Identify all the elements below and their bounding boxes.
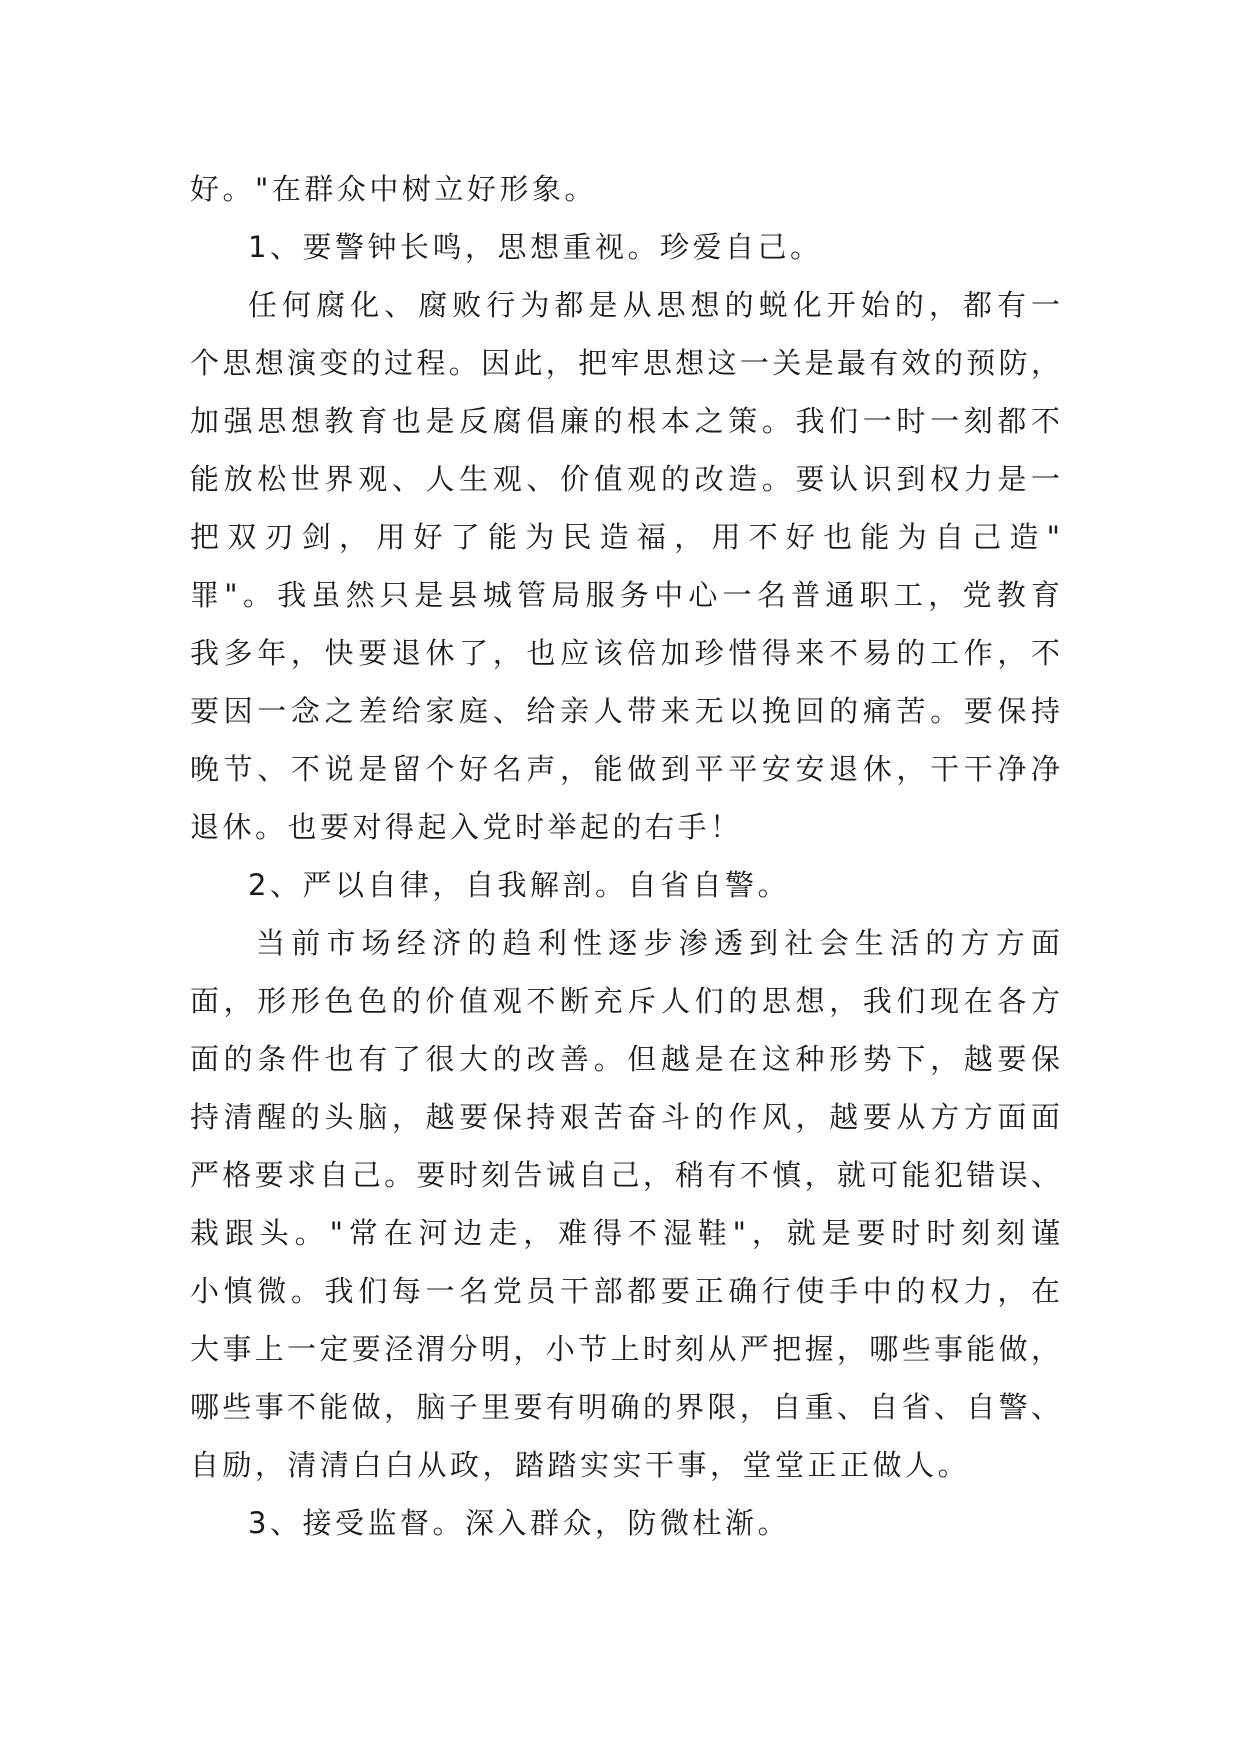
section-heading-3: 3、接受监督。深入群众，防微杜渐。 (248, 1506, 790, 1540)
text-line: 罪"。我虽然只是县城管局服务中心一名普通职工，党教育 (190, 578, 1060, 612)
text-line: 大事上一定要泾渭分明，小节上时刻从严把握，哪些事能做， (190, 1332, 1060, 1366)
text-line: 晚节、不说是留个好名声，能做到平平安安退休，干干净净 (190, 752, 1060, 786)
text-line: 加强思想教育也是反腐倡廉的根本之策。我们一时一刻都不 (190, 404, 1060, 438)
text-line: 能放松世界观、人生观、价值观的改造。要认识到权力是一 (190, 462, 1060, 496)
text-line: 任何腐化、腐败行为都是从思想的蜕化开始的，都有一 (248, 288, 1060, 322)
text-line: 面的条件也有了很大的改善。但越是在这种形势下，越要保 (190, 1042, 1060, 1076)
text-line: 要因一念之差给家庭、给亲人带来无以挽回的痛苦。要保持 (190, 694, 1060, 728)
text-line: 小慎微。我们每一名党员干部都要正确行使手中的权力，在 (190, 1274, 1060, 1308)
text-line: 个思想演变的过程。因此，把牢思想这一关是最有效的预防， (190, 346, 1060, 380)
text-line: 栽跟头。"常在河边走，难得不湿鞋"，就是要时时刻刻谨 (190, 1216, 1060, 1250)
section-heading-1: 1、要警钟长鸣，思想重视。珍爱自己。 (248, 230, 823, 264)
text-line: 面，形形色色的价值观不断充斥人们的思想，我们现在各方 (190, 984, 1060, 1018)
section-heading-2: 2、严以自律，自我解剖。自省自警。 (248, 868, 790, 902)
text-line: 把双刃剑，用好了能为民造福，用不好也能为自己造" (190, 520, 1060, 554)
text-line: 严格要求自己。要时刻告诫自己，稍有不慎，就可能犯错误、 (190, 1158, 1060, 1192)
text-line: 自励，清清白白从政，踏踏实实干事，堂堂正正做人。 (190, 1448, 971, 1482)
document-body (190, 160, 1060, 1552)
text-line: 持清醒的头脑，越要保持艰苦奋斗的作风，越要从方方面面 (190, 1100, 1060, 1134)
text-line: 当前市场经济的趋利性逐步渗透到社会生活的方方面 (256, 926, 1060, 960)
text-line: 好。"在群众中树立好形象。 (190, 172, 597, 206)
text-line: 哪些事不能做，脑子里要有明确的界限，自重、自省、自警、 (190, 1390, 1060, 1424)
text-line: 我多年，快要退休了，也应该倍加珍惜得来不易的工作，不 (190, 636, 1060, 670)
text-line: 退休。也要对得起入党时举起的右手！ (190, 810, 743, 844)
